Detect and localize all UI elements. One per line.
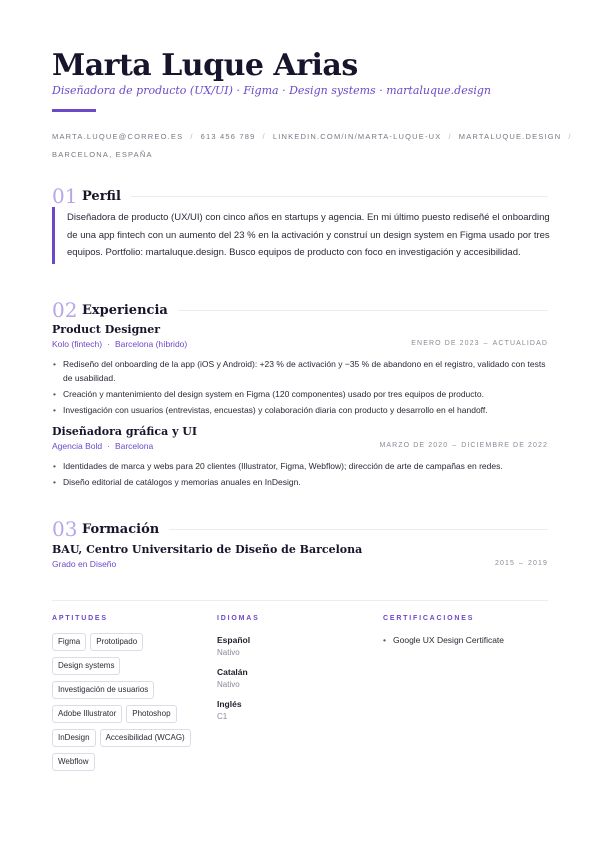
education-end: 2019: [528, 560, 548, 567]
skill-chip: Accesibilidad (WCAG): [100, 729, 191, 747]
bullet: • Identidades de marca y webs para 20 clientes (Illustrator, Figma, Webflow); dirección de arte de campañas en redes.: [52, 459, 548, 473]
bullet: • Rediseño del onboarding de la app (iOS y Android): +23 % de activación y −35 % de abandono en el registro, validado con tests de usabilidad.: [52, 357, 548, 385]
section-header-education: [52, 517, 548, 541]
section-divider: [52, 600, 548, 601]
skill-chip: Prototipado: [90, 633, 143, 651]
section-title: Formación: [82, 521, 160, 537]
date-dash: –: [483, 340, 489, 347]
website-link[interactable]: MARTALUQUE.DESIGN: [458, 132, 562, 141]
meta-dot: ·: [107, 339, 110, 349]
section-header-experience: [52, 298, 548, 322]
linkedin-link[interactable]: LINKEDIN.COM/IN/MARTA-LUQUE-UX: [272, 132, 442, 141]
section-number: 03: [52, 517, 78, 541]
bullet: • Investigación con usuarios (entrevistas, encuestas) y colaboración diaria con producto y desarrollo en el handoff.: [52, 403, 548, 417]
date-dash: –: [519, 560, 525, 567]
date-dash: –: [452, 442, 458, 449]
section-title: Perfil: [82, 188, 121, 204]
education-dates: [495, 560, 548, 567]
language-level: Nativo: [217, 680, 240, 689]
job-end: ACTUALIDAD: [492, 340, 548, 347]
skill-chip: Adobe Illustrator: [52, 705, 122, 723]
job-start: MARZO DE 2020: [379, 442, 449, 449]
job-location: Barcelona: [114, 441, 154, 451]
candidate-name: Marta Luque Arias: [52, 48, 358, 83]
school-name: BAU, Centro Universitario de Diseño de Barcelona: [52, 543, 363, 556]
section-rule: [178, 310, 548, 311]
section-number: 01: [52, 184, 78, 208]
section-header-profile: [52, 184, 548, 208]
skills-heading: APTITUDES: [52, 615, 108, 622]
section-rule: [131, 196, 548, 197]
job-start: ENERO DE 2023: [411, 340, 480, 347]
profile-summary: Diseñadora de producto (UX/UI) con cinco años en startups y agencia. En mi último puesto rediseñé el onboarding de una app fintech con un aumento del 23 % en la activación y construí un design system en Figma usado por tres equipos. Portfolio: martaluque.design. Busco equipos de producto con foco en investigación y accesibilidad.: [52, 207, 550, 264]
skills-list: [52, 633, 202, 771]
job-bullets: [52, 357, 548, 419]
language-name: Español: [217, 635, 251, 645]
job-end: DICIEMBRE DE 2022: [461, 442, 548, 449]
separator: /: [448, 132, 452, 141]
bullet: • Diseño editorial de catálogos y memorias anuales en InDesign.: [52, 475, 548, 489]
certifications-heading: CERTIFICACIONES: [383, 615, 475, 622]
meta-dot: ·: [107, 441, 110, 451]
job-title: Product Designer: [52, 323, 161, 336]
bullet: • Creación y mantenimiento del design system en Figma (120 componentes) usado por tres equipos de producto.: [52, 387, 548, 401]
separator: /: [190, 132, 194, 141]
language-item: [217, 667, 357, 689]
certifications-list: [383, 635, 504, 645]
contact-info: [52, 128, 572, 164]
skill-chip: InDesign: [52, 729, 96, 747]
language-level: Nativo: [217, 648, 240, 657]
headline: Diseñadora de producto (UX/UI) · Figma · Design systems · martaluque.design: [52, 84, 491, 97]
job-dates: [379, 442, 548, 449]
accent-bar: [52, 109, 96, 112]
job-company: Kolo (fintech): [52, 339, 103, 349]
job-meta: [52, 339, 187, 349]
skill-chip: Investigación de usuarios: [52, 681, 154, 699]
job-dates: [411, 340, 548, 347]
section-number: 02: [52, 298, 78, 322]
separator: /: [262, 132, 266, 141]
language-item: [217, 699, 357, 721]
phone: 613 456 789: [200, 132, 256, 141]
language-level: C1: [217, 712, 228, 721]
education-start: 2015: [495, 560, 516, 567]
job-title: Diseñadora gráfica y UI: [52, 425, 198, 438]
language-item: [217, 635, 357, 657]
separator: /: [568, 132, 572, 141]
section-rule: [169, 529, 548, 530]
skill-chip: Photoshop: [126, 705, 176, 723]
job-company: Agencia Bold: [52, 441, 103, 451]
section-title: Experiencia: [82, 302, 168, 318]
location: BARCELONA, ESPAÑA: [52, 150, 153, 159]
skill-chip: Webflow: [52, 753, 95, 771]
job-meta: [52, 441, 153, 451]
degree: Grado en Diseño: [52, 559, 117, 569]
skill-chip: Figma: [52, 633, 86, 651]
certification-item: • Google UX Design Certificate: [383, 635, 504, 645]
languages-heading: IDIOMAS: [217, 615, 260, 622]
job-location: Barcelona (híbrido): [114, 339, 188, 349]
skill-chip: Design systems: [52, 657, 120, 675]
language-name: Catalán: [217, 667, 248, 677]
job-bullets: [52, 459, 548, 491]
email-link[interactable]: MARTA.LUQUE@CORREO.ES: [52, 132, 184, 141]
language-name: Inglés: [217, 699, 242, 709]
